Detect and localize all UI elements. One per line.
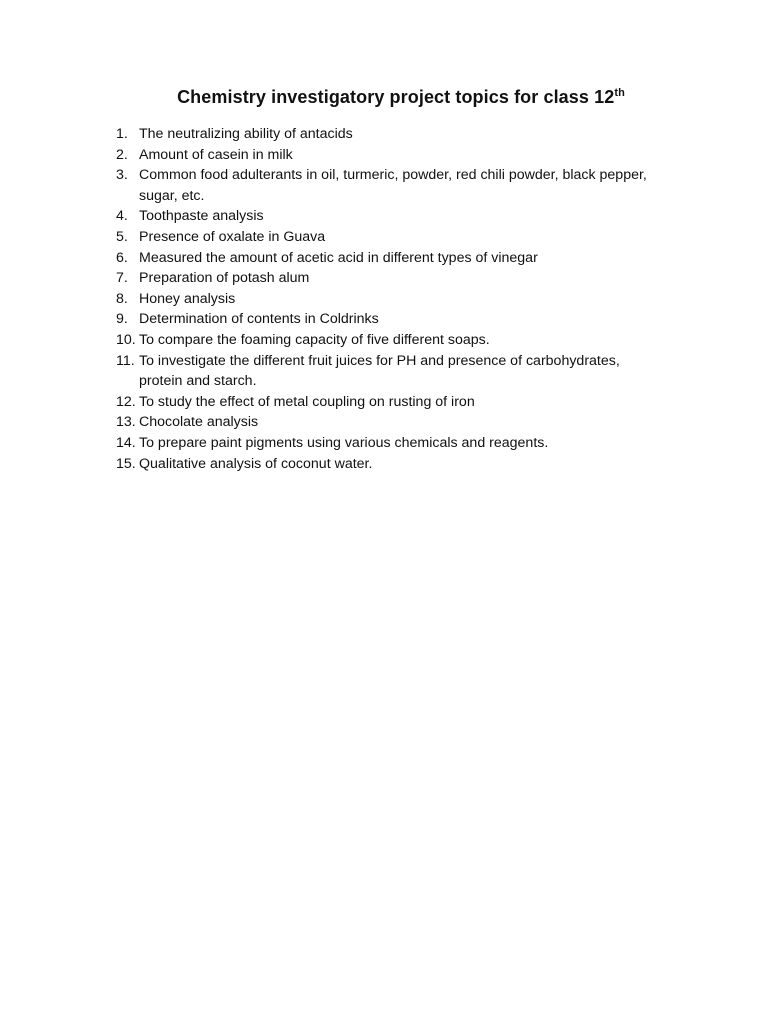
topic-item xyxy=(112,412,657,433)
topic-number: 9. xyxy=(116,311,128,328)
topic-text: Toothpaste analysis xyxy=(139,208,264,225)
topic-number: 4. xyxy=(116,208,128,225)
topic-item xyxy=(112,145,657,166)
topic-number: 7. xyxy=(116,270,128,287)
topic-text: Amount of casein in milk xyxy=(139,146,293,163)
topic-text: Determination of contents in Coldrinks xyxy=(139,311,379,328)
topic-text: To compare the foaming capacity of five different soaps. xyxy=(139,331,490,348)
topic-number: 8. xyxy=(116,290,128,307)
title-superscript: th xyxy=(614,87,625,99)
topic-text: Honey analysis xyxy=(139,290,236,307)
topic-number: 13. xyxy=(116,414,136,431)
topic-text: Common food adulterants in oil, turmeric, powder, red chili powder, black pepper, sugar, etc. xyxy=(139,167,647,204)
topic-text: Qualitative analysis of coconut water. xyxy=(139,455,373,472)
topic-text: Presence of oxalate in Guava xyxy=(139,228,326,245)
topic-number: 14. xyxy=(116,434,136,451)
topic-item xyxy=(112,165,657,206)
topic-item xyxy=(112,227,657,248)
topic-text: Chocolate analysis xyxy=(139,414,259,431)
topic-number: 10. xyxy=(116,331,136,348)
topic-item xyxy=(112,124,657,145)
topic-number: 3. xyxy=(116,167,128,184)
topic-text: The neutralizing ability of antacids xyxy=(139,126,353,142)
topic-item xyxy=(112,454,657,475)
topic-item xyxy=(112,330,657,351)
topic-number: 2. xyxy=(116,146,128,163)
topic-number: 15. xyxy=(116,455,136,472)
topic-number: 6. xyxy=(116,249,128,266)
page-title xyxy=(0,87,768,108)
topic-text: To investigate the different fruit juices for PH and presence of carbohydrates, protein and starch. xyxy=(139,352,620,390)
topic-number: 5. xyxy=(116,228,128,245)
topic-item xyxy=(112,289,657,310)
topic-item xyxy=(112,351,657,392)
topic-number: 1. xyxy=(116,126,128,142)
topic-text: Measured the amount of acetic acid in different types of vinegar xyxy=(139,249,538,266)
topic-item xyxy=(112,248,657,269)
topic-text: Preparation of potash alum xyxy=(139,270,310,287)
topic-item xyxy=(112,433,657,454)
topic-item xyxy=(112,309,657,330)
title-text: Chemistry investigatory project topics for class 12 xyxy=(177,87,615,107)
topic-item xyxy=(112,392,657,413)
topic-text: To study the effect of metal coupling on rusting of iron xyxy=(139,393,475,410)
topic-number: 12. xyxy=(116,393,136,410)
topic-text: To prepare paint pigments using various chemicals and reagents. xyxy=(139,434,549,451)
topic-list xyxy=(112,124,657,474)
topic-item xyxy=(112,268,657,289)
topic-number: 11. xyxy=(116,352,135,369)
topic-item xyxy=(112,206,657,227)
